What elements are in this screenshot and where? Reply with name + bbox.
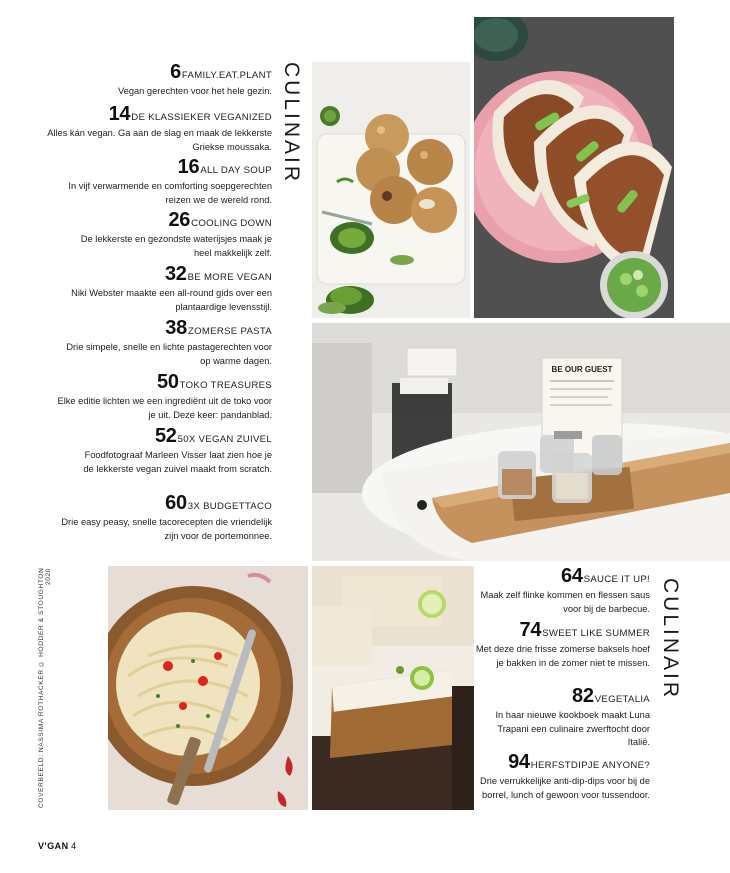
toc-entry[interactable] bbox=[62, 264, 272, 314]
article-description: Elke editie lichten we een ingrediënt uit de toko voor je uit. Deze keer: pandanblad. bbox=[57, 396, 272, 420]
article-title: VEGETALIA bbox=[594, 694, 650, 705]
falafel-photo bbox=[312, 62, 470, 318]
article-description: Vegan gerechten voor het hele gezin. bbox=[117, 86, 272, 96]
page-number: 50 bbox=[157, 371, 179, 393]
page-number: 14 bbox=[108, 103, 131, 125]
article-description: De lekkerste en gezondste waterijsjes maak je heel makkelijk zelf. bbox=[80, 234, 272, 258]
section-label-culinair: CULINAIR bbox=[659, 578, 682, 701]
toc-entry[interactable] bbox=[470, 620, 650, 670]
page-number: 38 bbox=[165, 317, 187, 339]
page-number: 32 bbox=[164, 263, 187, 285]
article-description: In haar nieuwe kookboek maakt Luna Trapani een culinaire zwerftocht door Italië. bbox=[495, 710, 650, 748]
article-description: Met deze drie frisse zomerse baksels hoef je bakken in de zomer niet te missen. bbox=[475, 644, 650, 668]
toc-entry[interactable] bbox=[52, 372, 272, 422]
article-description: Alles kán vegan. Ga aan de slag en maak de lekkerste Griekse moussaka. bbox=[47, 128, 272, 152]
toc-entry[interactable] bbox=[465, 752, 650, 802]
article-title: ZOMERSE PASTA bbox=[187, 326, 272, 337]
page-number: 94 bbox=[508, 751, 530, 773]
toc-entry[interactable] bbox=[470, 566, 650, 616]
cake-illustration bbox=[312, 566, 474, 810]
toc-entry[interactable] bbox=[77, 426, 272, 476]
page-number: 16 bbox=[177, 156, 200, 178]
article-title: FAMILY.EAT.PLANT bbox=[181, 70, 272, 81]
article-title: SWEET LIKE SUMMER bbox=[542, 628, 650, 639]
toc-entry[interactable] bbox=[32, 62, 272, 99]
toc-entry[interactable] bbox=[32, 104, 272, 154]
article-title: COOLING DOWN bbox=[191, 218, 272, 229]
article-description: Drie verrukkelijke anti-dip-dips voor bij de borrel, lunch of gewoon voor tussendoor. bbox=[480, 776, 650, 800]
page-number: 60 bbox=[165, 492, 187, 514]
footer-page-number: 4 bbox=[71, 841, 77, 851]
article-title: TOKO TREASURES bbox=[179, 380, 272, 391]
article-description: Drie easy peasy, snelle tacorecepten die vriendelijk zijn voor de portemonnee. bbox=[61, 517, 272, 541]
pasta-photo bbox=[108, 566, 308, 810]
magazine-brand: V'GAN bbox=[38, 841, 69, 851]
tacos-illustration bbox=[474, 17, 674, 318]
article-title: SAUCE IT UP! bbox=[583, 574, 650, 585]
article-description: Niki Webster maakte een all-round gids over een plantaardige levensstijl. bbox=[71, 288, 272, 312]
cake-photo bbox=[312, 566, 474, 810]
page-number: 6 bbox=[170, 61, 181, 83]
toc-entry[interactable] bbox=[52, 493, 272, 543]
tacos-photo bbox=[474, 17, 674, 318]
article-title: HERFSTDIPJE ANYONE? bbox=[530, 760, 650, 771]
page-number: 64 bbox=[561, 565, 583, 587]
page-number: 52 bbox=[154, 425, 177, 447]
falafel-illustration bbox=[312, 62, 470, 318]
page-number: 26 bbox=[168, 209, 191, 231]
page-number: 82 bbox=[572, 685, 594, 707]
article-title: 50X VEGAN ZUIVEL bbox=[177, 434, 272, 445]
section-label-culinair: CULINAIR bbox=[280, 62, 303, 185]
article-title: 3X BUDGETTACO bbox=[187, 501, 272, 512]
article-description: Foodfotograaf Marleen Visser laat zien hoe je de lekkerste vegan zuivel maakt from scratch. bbox=[83, 450, 272, 474]
toc-entry[interactable] bbox=[67, 157, 272, 207]
article-description: Maak zelf flinke kommen en flessen saus voor bij de barbecue. bbox=[480, 590, 650, 614]
article-title: ALL DAY SOUP bbox=[200, 165, 272, 176]
pasta-illustration bbox=[108, 566, 308, 810]
article-description: Drie simpele, snelle en lichte pastagerechten voor op warme dagen. bbox=[66, 342, 272, 366]
jars-illustration bbox=[312, 323, 730, 561]
sign-text: BE OUR GUEST bbox=[551, 365, 613, 374]
article-description: In vijf verwarmende en comforting soepgerechten reizen we de wereld rond. bbox=[68, 181, 272, 205]
toc-entry[interactable] bbox=[62, 318, 272, 368]
article-title: DE KLASSIEKER VEGANIZED bbox=[131, 112, 272, 123]
photo-credit: COVERBEELD: NASSIMA ROTHACKER © HODDER & STOUGHTON 2020 bbox=[38, 568, 52, 809]
toc-entry[interactable] bbox=[480, 686, 650, 750]
page-footer bbox=[38, 841, 76, 851]
article-title: BE MORE VEGAN bbox=[187, 272, 272, 283]
jars-photo bbox=[312, 323, 730, 561]
page-number: 74 bbox=[519, 619, 542, 641]
toc-entry[interactable] bbox=[67, 210, 272, 260]
